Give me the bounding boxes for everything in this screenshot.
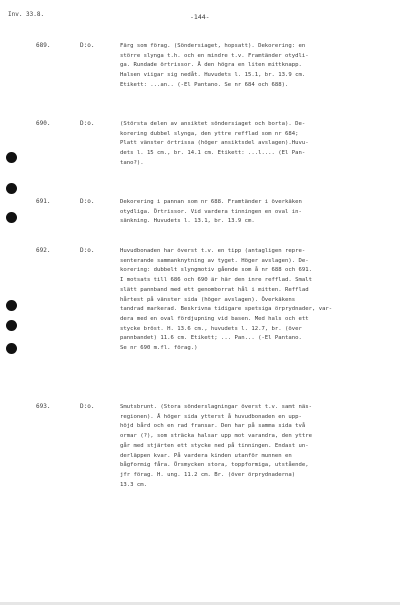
text-line: regionen). Å höger sida ytterst å huvudbonaden en upp-: [120, 413, 302, 420]
entry-description: [120, 42, 392, 91]
punch-hole: [6, 212, 17, 223]
entry-number: 690.: [36, 120, 51, 127]
text-line: Dekorering i pannan som nr 688. Framtänder i överkäken: [120, 199, 302, 205]
text-line: dets l. 15 cm., br. 14.1 cm. Etikett: ...l.... (El Pan-: [120, 150, 306, 157]
text-line: bågformig fåra. Örsmycken stora, toppformiga, utstående,: [120, 462, 309, 469]
text-line: otydliga. Örtrissor. Vid vardera tinningen en oval in-: [120, 208, 302, 215]
text-line: Smutsbrunt. (Stora sönderslagningar överst t.v. samt näs-: [120, 404, 312, 410]
text-line: jfr förag. H. ung. 11.2 cm. Br. (över örprydnaderna): [120, 471, 296, 478]
text-line: Huvudbonaden har överst t.v. en tipp (antagligen repre-: [120, 248, 306, 254]
inventory-label: Inv. 33.8.: [8, 11, 45, 18]
entry-number: 692.: [36, 247, 51, 254]
punch-hole: [6, 320, 17, 331]
text-line: Etikett: ...an.. (-El Pantano. Se nr 684 och 688).: [120, 81, 289, 88]
entry-ref: D:o.: [80, 120, 95, 127]
text-line: dera med en oval fördjupning vid basen. Med hals och ett: [120, 315, 309, 322]
text-line: derläppen kvar. På vardera kinden utanför munnen en: [120, 452, 292, 459]
text-line: pannbandet) 11.6 cm. Etikett; ... Pan... (-El Pantano.: [120, 335, 302, 342]
text-line: (Största delen av ansiktet söndersiaget och borta). De-: [120, 121, 306, 127]
text-line: 13.3 cm.: [120, 481, 147, 488]
entry-ref: D:o.: [80, 403, 95, 410]
entry-description: [120, 120, 392, 169]
entry-number: 693.: [36, 403, 51, 410]
text-line: I motsats till 686 och 690 är här den inre refflad. Smalt: [120, 277, 312, 284]
entry-ref: D:o.: [80, 42, 95, 49]
text-line: ga. Rundade örtrissor. Å den högra en liten mittknapp.: [120, 62, 302, 69]
text-line: hårtest på vänster sida (höger avslagen). Överkäkens: [120, 296, 296, 303]
text-line: stycke bröst. H. 13.6 cm., huvudets l. 12.7, br. (över: [120, 325, 302, 332]
text-line: tandrad markerad. Beskrivna tidigare spetsiga örprydnader, var-: [120, 306, 333, 313]
entry-description: [120, 198, 392, 227]
entry-number: 691.: [36, 198, 51, 205]
text-line: höjd bård och en rad fransar. Den har på samma sida två: [120, 423, 306, 430]
text-line: korering: dubbelt slyngmotiv gående som å nr 688 och 691.: [120, 267, 312, 274]
punch-hole: [6, 183, 17, 194]
punch-hole: [6, 343, 17, 354]
punch-hole: [6, 152, 17, 163]
text-line: Se nr 690 m.fl. förag.): [120, 345, 198, 352]
text-line: korering dubbel slynga, den yttre refflad som nr 684;: [120, 130, 299, 137]
text-line: sänkning. Huvudets l. 13.1, br. 13.9 cm.: [120, 218, 255, 225]
text-line: större slynga t.h. och en mindre t.v. Framtänder otydli-: [120, 52, 309, 59]
text-line: senterande sammanknytning av tyget. Höger avslagen). De-: [120, 257, 309, 264]
text-line: Platt vänster örtrissa (höger ansiktsdel avslagen).Huvu-: [120, 140, 309, 147]
entry-number: 689.: [36, 42, 51, 49]
entry-ref: D:o.: [80, 198, 95, 205]
entry-description: [120, 403, 392, 490]
text-line: Halsen viigar sig nedåt. Huvudets l. 15.1, br. 13.9 cm.: [120, 72, 306, 79]
text-line: ormar (?), som sträcka halsar upp mot varandra, den yttre: [120, 433, 312, 440]
text-line: tano?).: [120, 159, 144, 166]
punch-hole: [6, 300, 17, 311]
entry-ref: D:o.: [80, 247, 95, 254]
text-line: slätt pannband med ett genomborrat hål i mitten. Refflad: [120, 286, 309, 293]
page-number: -144-: [190, 13, 210, 21]
text-line: går med stjärten ett stycke ned på tinningen. Endast un-: [120, 442, 309, 449]
text-line: Färg som förag. (Söndersiaget, hopsatt). Dekorering: en: [120, 43, 306, 49]
entry-description: [120, 247, 392, 354]
